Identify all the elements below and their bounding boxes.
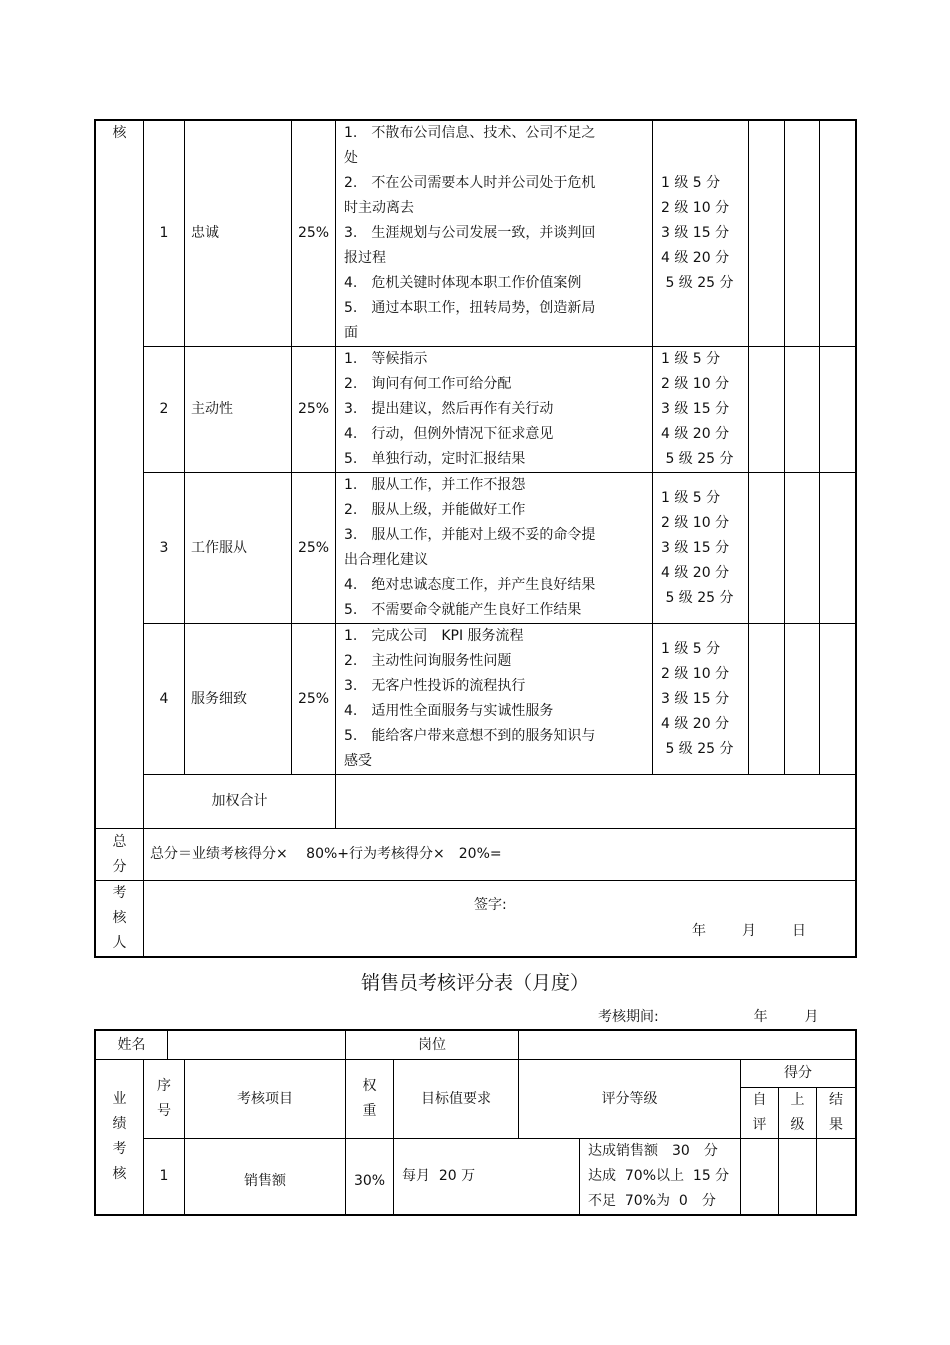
name-label-text: 姓名 — [117, 1036, 146, 1053]
criteria-line: 处 — [344, 150, 358, 166]
position-label-text: 岗位 — [418, 1036, 446, 1053]
header-superior — [779, 1088, 817, 1139]
header-item-text: 考核项目 — [237, 1090, 293, 1107]
position-field[interactable] — [519, 1031, 856, 1060]
criteria-line: 4. 危机关键时体现本职工作价值案例 — [344, 275, 582, 291]
period-label: 考核期间: — [598, 1009, 659, 1025]
assessment-item-text: 工作服从 — [191, 539, 247, 556]
weight-text: 25% — [297, 225, 330, 241]
total-label — [96, 829, 144, 881]
table-row — [96, 121, 856, 347]
header-grade — [519, 1060, 741, 1139]
header-score — [741, 1060, 856, 1088]
weighted-total-value — [336, 775, 856, 829]
weight — [292, 473, 336, 624]
row-number-text: 3 — [159, 539, 169, 556]
date-label: 年 — [692, 923, 706, 939]
criteria-line: 2. 询问有何工作可给分配 — [344, 376, 512, 392]
criteria-line: 5. 能给客户带来意想不到的服务知识与 — [344, 728, 596, 744]
row-number — [144, 1139, 185, 1215]
period-year: 年 — [753, 1009, 768, 1025]
assessor-label-char: 核 — [112, 910, 127, 926]
criteria-line: 2. 服从上级，并能做好工作 — [344, 502, 526, 518]
behavior-assessment-table — [95, 120, 856, 957]
row-number — [144, 624, 185, 775]
row-number — [144, 347, 185, 473]
criteria-line: 面 — [344, 325, 358, 341]
criteria-line: 4. 绝对忠诚态度工作，并产生良好结果 — [344, 577, 596, 593]
score-level: 2 级 10 分 — [661, 665, 730, 682]
weight-text: 30% — [353, 1173, 386, 1189]
date-label: 月 — [742, 923, 756, 939]
section-label — [96, 121, 144, 829]
row-number — [144, 121, 185, 347]
score-level: 1 级 5 分 — [661, 351, 721, 367]
section-label-char: 绩 — [112, 1116, 127, 1132]
weight — [292, 121, 336, 347]
grade-list — [580, 1139, 741, 1215]
score-levels — [653, 473, 749, 624]
header-no-char: 序 — [157, 1078, 171, 1094]
header-target-text: 目标值要求 — [421, 1090, 491, 1107]
score-level: 3 级 15 分 — [661, 225, 730, 241]
assessor-row — [96, 881, 856, 957]
header-weight — [346, 1060, 394, 1139]
result-score-cell — [820, 347, 856, 473]
self-score-cell — [749, 624, 785, 775]
self-score-cell — [749, 473, 785, 624]
date-label: 日 — [792, 923, 806, 939]
assessment-period — [598, 1006, 819, 1026]
superior-score-cell — [785, 347, 820, 473]
score-level: 2 级 10 分 — [661, 376, 730, 392]
table-row — [96, 347, 856, 473]
signature-label: 签字: — [474, 897, 507, 913]
row-number-text: 2 — [159, 401, 169, 417]
criteria-line: 1. 等候指示 — [344, 351, 428, 367]
sales-assessment-table — [95, 1030, 856, 1215]
header-no — [144, 1060, 185, 1139]
assessment-item-text: 销售额 — [244, 1173, 286, 1189]
weight — [292, 347, 336, 473]
section-char: 核 — [112, 125, 127, 141]
score-level: 1 级 5 分 — [661, 489, 721, 506]
section-label-char: 考 — [112, 1141, 127, 1157]
score-level: 4 级 20 分 — [661, 426, 730, 442]
signature-area[interactable] — [144, 881, 856, 957]
form-title: 销售员考核评分表（月度） — [360, 972, 589, 994]
t1-body — [96, 121, 856, 957]
score-levels — [653, 347, 749, 473]
total-label-char: 总 — [112, 833, 127, 850]
score-levels — [653, 121, 749, 347]
row-number — [144, 473, 185, 624]
score-level: 1 级 5 分 — [661, 175, 721, 191]
criteria-line: 感受 — [344, 753, 372, 769]
assessor-label — [96, 881, 144, 957]
header-result-char: 果 — [829, 1117, 844, 1133]
score-level: 3 级 15 分 — [661, 690, 730, 707]
signature-date — [692, 919, 806, 944]
section-label — [96, 1060, 144, 1215]
score-level: 3 级 15 分 — [661, 539, 730, 556]
position-label — [346, 1031, 519, 1060]
self-score-cell — [741, 1139, 779, 1215]
header-grade-text: 评分等级 — [601, 1090, 658, 1107]
header-weight-char: 重 — [362, 1103, 377, 1119]
total-label-char: 分 — [112, 858, 127, 875]
name-label — [96, 1031, 168, 1060]
criteria-line: 5. 通过本职工作，扭转局势，创造新局 — [344, 300, 596, 316]
criteria-line: 3. 生涯规划与公司发展一致，并谈判回 — [344, 225, 596, 241]
header-self-char: 评 — [752, 1117, 767, 1133]
table-row — [96, 624, 856, 775]
assessment-item — [185, 121, 292, 347]
result-score-cell — [817, 1139, 856, 1215]
score-level: 5 级 25 分 — [661, 451, 734, 467]
header-row — [96, 1060, 856, 1088]
result-score-cell — [820, 624, 856, 775]
criteria-line: 出合理化建议 — [344, 552, 428, 568]
name-field[interactable] — [168, 1031, 346, 1060]
target-value — [394, 1139, 580, 1215]
score-level: 3 级 15 分 — [661, 401, 730, 417]
assessment-item — [185, 473, 292, 624]
criteria-line: 4. 适用性全面服务与实诚性服务 — [344, 703, 554, 719]
criteria-list — [336, 347, 653, 473]
header-result-char: 结 — [829, 1092, 844, 1108]
total-formula — [144, 829, 856, 881]
criteria-list — [336, 473, 653, 624]
criteria-list — [336, 624, 653, 775]
weighted-total-row — [96, 775, 856, 829]
self-score-cell — [749, 121, 785, 347]
weight-text: 25% — [297, 401, 330, 417]
row-number-text: 4 — [159, 690, 169, 707]
score-level: 2 级 10 分 — [661, 200, 730, 216]
score-level: 5 级 25 分 — [661, 740, 734, 757]
weighted-total-text: 加权合计 — [211, 793, 268, 809]
superior-score-cell — [785, 121, 820, 347]
score-level: 4 级 20 分 — [661, 564, 730, 581]
period-month: 月 — [804, 1009, 819, 1025]
criteria-line: 4. 行动，但例外情况下征求意见 — [344, 426, 554, 442]
criteria-line: 5. 单独行动，定时汇报结果 — [344, 451, 526, 467]
row-number-text: 1 — [159, 1168, 169, 1184]
superior-score-cell — [785, 624, 820, 775]
weighted-total-label — [144, 775, 336, 829]
self-score-cell — [749, 347, 785, 473]
assessment-item-text: 服务细致 — [191, 690, 247, 707]
assessment-item-text: 主动性 — [191, 401, 233, 417]
header-superior-char: 级 — [790, 1117, 805, 1133]
header-self — [741, 1088, 779, 1139]
criteria-line: 1. 完成公司 KPI 服务流程 — [344, 628, 524, 644]
criteria-line: 2. 主动性问询服务性问题 — [344, 653, 512, 669]
score-level: 1 级 5 分 — [661, 640, 721, 657]
weight-text: 25% — [297, 539, 330, 556]
table-row — [96, 473, 856, 624]
criteria-line: 时主动离去 — [344, 200, 414, 216]
assessment-item — [185, 1139, 346, 1215]
header-self-char: 自 — [752, 1092, 767, 1108]
criteria-line: 3. 无客户性投诉的流程执行 — [344, 678, 526, 694]
score-level: 2 级 10 分 — [661, 514, 730, 531]
superior-score-cell — [785, 473, 820, 624]
table-row — [96, 1139, 856, 1215]
name-position-row — [96, 1031, 856, 1060]
total-formula-text: 总分＝业绩考核得分× 80%+行为考核得分× 20%= — [150, 846, 502, 862]
assessment-item — [185, 624, 292, 775]
t2-body — [96, 1031, 856, 1215]
criteria-line: 1. 服从工作，并工作不报怨 — [344, 477, 526, 493]
score-level: 5 级 25 分 — [661, 589, 734, 606]
weight-text: 25% — [297, 690, 330, 707]
criteria-line: 3. 服从工作，并能对上级不妥的命令提 — [344, 527, 596, 543]
criteria-line: 1. 不散布公司信息、技术、公司不足之 — [344, 125, 596, 141]
grade-line: 不足 70%为 0 分 — [588, 1193, 716, 1209]
superior-score-cell — [779, 1139, 817, 1215]
header-target — [394, 1060, 519, 1139]
grade-line: 达成销售额 30 分 — [588, 1143, 718, 1159]
criteria-line: 3. 提出建议，然后再作有关行动 — [344, 401, 554, 417]
total-score-row — [96, 829, 856, 881]
grade-line: 达成 70%以上 15 分 — [588, 1168, 730, 1184]
header-item — [185, 1060, 346, 1139]
criteria-line: 5. 不需要命令就能产生良好工作结果 — [344, 602, 582, 618]
criteria-line: 报过程 — [344, 250, 386, 266]
result-score-cell — [820, 121, 856, 347]
section-label-char: 核 — [112, 1166, 127, 1182]
target-value-text: 每月 20 万 — [402, 1168, 476, 1184]
header-result — [817, 1088, 856, 1139]
criteria-list — [336, 121, 653, 347]
score-level: 5 级 25 分 — [661, 275, 734, 291]
header-score-text: 得分 — [784, 1065, 813, 1081]
header-weight-char: 权 — [362, 1078, 377, 1094]
section-label-char: 业 — [112, 1091, 127, 1107]
assessment-item-text: 忠诚 — [191, 225, 219, 241]
row-number-text: 1 — [159, 225, 169, 241]
criteria-line: 2. 不在公司需要本人时并公司处于危机 — [344, 175, 596, 191]
score-level: 4 级 20 分 — [661, 715, 730, 732]
weight — [346, 1139, 394, 1215]
assessor-label-char: 考 — [112, 885, 127, 901]
score-level: 4 级 20 分 — [661, 250, 730, 266]
score-levels — [653, 624, 749, 775]
header-no-char: 号 — [157, 1103, 171, 1119]
weight — [292, 624, 336, 775]
header-superior-char: 上 — [790, 1092, 805, 1108]
assessor-label-char: 人 — [112, 935, 127, 951]
assessment-item — [185, 347, 292, 473]
result-score-cell — [820, 473, 856, 624]
